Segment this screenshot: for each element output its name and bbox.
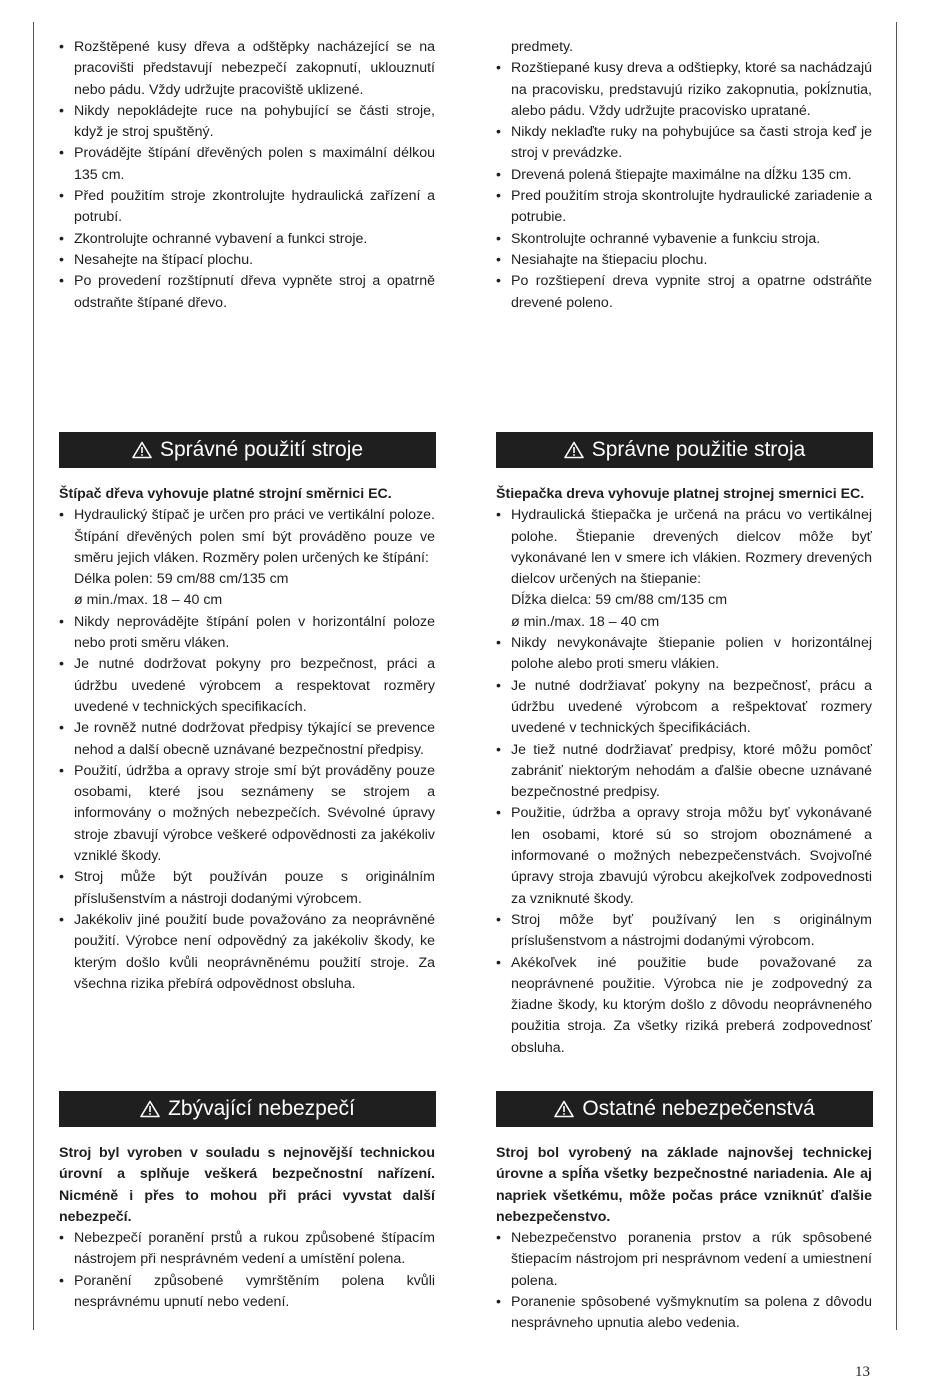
section-heading-text: Ostatné nebezpečenstvá [582,1097,815,1121]
section-heading-text: Správné použití stroje [159,438,364,462]
list-item: • Je rovněž nutné dodržovat předpisy týkající se prevence nehod a další obecně uznávané bezpečnostní předpisy. [59,718,435,761]
right-margin-rule [896,22,897,1330]
list-item-dimension: ø min./max. 18 – 40 cm [74,592,223,609]
section-heading-residual-risk-sk [496,1091,873,1127]
list-item: • Poranění způsobené vymrštěním polena kvůli nesprávnému upnutí nebo vedení. [59,1271,435,1314]
list-item: • Zkontrolujte ochranné vybavení a funkci stroje. [59,229,435,250]
list-item: • Pred použitím stroja skontrolujte hydraulické zariadenie a potrubie. [496,186,872,229]
section-lead: Stroj byl vyroben v souladu s nejnovější technickou úrovní a splňuje veškerá bezpečnostní nařízení. Nicméně i přes to mohou při práci vyvstat další nebezpečí. [59,1145,435,1225]
list-item-text: Hydraulický štípač je určen pro práci ve vertikální poloze. Štípání dřevěných polen smí být prováděno pouze ve směru jejich vláken. Rozměry polen určených ke štípání: [74,507,435,566]
list-item: • Stroj může být používán pouze s originálním příslušenstvím a nástroji dodanými výrobcem. [59,867,435,910]
section-heading-residual-risk-cz [59,1091,436,1127]
list-item: • Nebezpečí poranění prstů a rukou způsobené štípacím nástrojem při nesprávném vedení a umístění polena. [59,1228,435,1271]
section-heading-correct-use-cz [59,432,436,468]
list-item: • Po rozštiepení dreva vypnite stroj a opatrne odstráňte drevené poleno. [496,271,872,314]
list-item: • Poranenie spôsobené vyšmyknutím sa polena z dôvodu nesprávneho upnutia alebo vedenia. [496,1292,872,1335]
list-item: • Nebezpečenstvo poranenia prstov a rúk spôsobené štiepacím nástrojom pri nesprávnom vedení a umiestnení polena. [496,1228,872,1292]
list-item: • Nikdy neprovádějte štípání polen v horizontální poloze nebo proti směru vláken. [59,612,435,655]
list-item: • Nesiahajte na štiepaciu plochu. [496,250,872,271]
list-item-text: Hydraulická štiepačka je určená na prácu vo vertikálnej polohe. Štiepanie drevených dielcov môže byť vykonávané len v smere ich vlákien. Rozmery drevených dielcov určených na štiepanie: [511,507,872,588]
list-item: • Před použitím stroje zkontrolujte hydraulická zařízení a potrubí. [59,186,435,229]
list-item: • Jakékoliv jiné použití bude považováno za neoprávněné použití. Výrobce není odpovědný za jakékoliv škody, ke kterým došlo kvůli neoprávněnému použití stroje. Za všechna rizika přebírá odpovědnost obsluha. [59,910,435,995]
page-number: 13 [855,1364,870,1380]
left-section2-list [59,1228,435,1313]
section-lead: Štiepačka dreva vyhovuje platnej strojnej smernici EC. [496,486,865,502]
list-item-dimension: ø min./max. 18 – 40 cm [511,613,660,630]
left-top-list [59,37,435,314]
continued-text: predmety. [511,39,574,55]
list-item: • Použití, údržba a opravy stroje smí být prováděny pouze osobami, které jsou seznámeny se strojem a informovány o možných nebezpečích. Svévolné úpravy stroje zbavují výrobce veškeré odpovědnosti za jakékoliv vzniklé škody. [59,761,435,867]
right-section2-list [496,1228,872,1334]
right-section2-body [496,1143,872,1335]
list-item: • Po provedení rozštípnutí dřeva vypněte stroj a opatrně odstraňte štípané dřevo. [59,271,435,314]
list-item: • Drevená polená štiepajte maximálne na dĺžku 135 cm. [496,165,872,186]
list-item: • Nesahejte na štípací plochu. [59,250,435,271]
warning-triangle-icon [554,1100,574,1118]
right-top-list [496,58,872,314]
right-section1-list [496,505,872,1059]
section-lead: Stroj bol vyrobený na základe najnovšej technickej úrovne a spĺňa všetky bezpečnostné nariadenia. Ale aj napriek všetkému, môže počas práce vzniknúť ďalšie nebezpečenstvo. [496,1145,872,1225]
left-margin-rule [33,22,34,1330]
list-item: • Je tiež nutné dodržiavať predpisy, ktoré môžu pomôcť zabrániť niektorým nehodám a ďalšie obecne uznávané bezpečnostné predpisy. [496,740,872,804]
list-item [59,505,435,611]
right-section1-body [496,484,872,1059]
left-top-list-block [59,37,435,314]
left-section1-list [59,505,435,995]
list-item: • Provádějte štípání dřevěných polen s maximální délkou 135 cm. [59,143,435,186]
section-heading-text: Správne použitie stroja [591,438,806,462]
list-item: • Nikdy nevykonávajte štiepanie polien v horizontálnej polohe alebo proti smeru vlákien. [496,633,872,676]
list-item: • Skontrolujte ochranné vybavenie a funkciu stroja. [496,229,872,250]
warning-triangle-icon [564,441,584,459]
list-item: • Rozštiepané kusy dreva a odštiepky, ktoré sa nachádzajú na pracovisku, predstavujú riziko zakopnutia, pokĺznutia, alebo pádu. Vždy udržujte pracovisko upratané. [496,58,872,122]
right-top-list-block [496,37,872,314]
section-heading-correct-use-sk [496,432,873,468]
left-section2-body [59,1143,435,1313]
left-section1-body [59,484,435,995]
list-item: • Rozštěpené kusy dřeva a odštěpky nacházející se na pracovišti představují nebezpečí zakopnutí, uklouznutí nebo pádu. Vždy udržujte pracoviště uklizené. [59,37,435,101]
list-item: • Stroj môže byť používaný len s originálnym príslušenstvom a nástrojmi dodanými výrobcom. [496,910,872,953]
warning-triangle-icon [140,1100,160,1118]
list-item: • Nikdy nekla​ďte ruky na pohybujúce sa časti stroja keď je stroj v prevádzke. [496,122,872,165]
section-lead: Štípač dřeva vyhovuje platné strojní směrnici EC. [59,486,392,502]
section-heading-text: Zbývající nebezpečí [168,1097,355,1121]
list-item: • Je nutné dodržiavať pokyny na bezpečnosť, prácu a údržbu uvedené výrobcom a rešpektovať rozmery uvedené v technických špecifikáciách. [496,676,872,740]
list-item: • Akékoľvek iné použitie bude považované za neoprávnené použitie. Výrobca nie je zodpovedný za žiadne škody, ku ktorým došlo z dôvodu neoprávneného použitia stroja. Za všetky riziká preberá zodpovednosť obsluha. [496,953,872,1059]
list-item: • Nikdy nepokládejte ruce na pohybující se části stroje, když je stroj spuštěný. [59,101,435,144]
list-item-dimension: Dĺžka dielca: 59 cm/88 cm/135 cm [511,592,728,609]
list-item [496,505,872,633]
warning-triangle-icon [132,441,152,459]
list-item: • Použitie, údržba a opravy stroja môžu byť vykonávané len osobami, ktoré sú so strojom oboznámené a informované o možných nebezpečenstvách. Svojvoľné úpravy stroja zbavujú výrobcu akejkoľvek zodpovednosti za vzniknuté škody. [496,803,872,909]
list-item: • Je nutné dodržovat pokyny pro bezpečnost, práci a údržbu uvedené výrobcem a respektovat rozměry uvedené v technických specifikacích. [59,654,435,718]
list-item-dimension: Délka polen: 59 cm/88 cm/135 cm [74,571,289,588]
